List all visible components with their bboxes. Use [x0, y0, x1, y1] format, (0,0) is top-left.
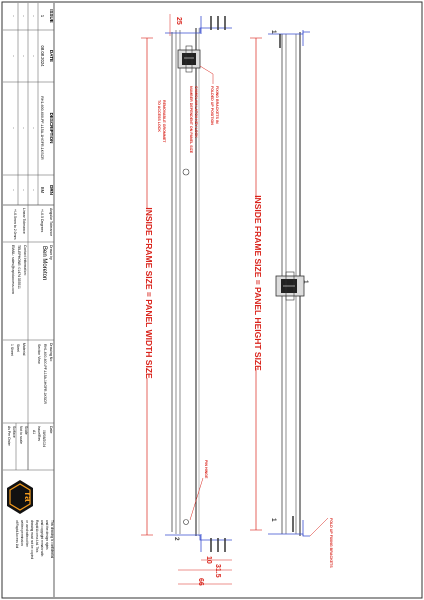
rev-row-description: - [11, 127, 16, 129]
email: EMAIL: sales@rapidaccess.com [11, 245, 15, 294]
company-logo [7, 480, 33, 514]
rev-row-issue: 1 [40, 14, 45, 18]
note-grommet: REMOVABLE GROMMET [162, 100, 166, 143]
dimension-66: 66 [197, 578, 204, 586]
rev-row-issue: - [21, 15, 26, 17]
marker-two: 2 [173, 537, 180, 541]
rev-row-drn: BM [40, 186, 45, 194]
logo-letters: ra [22, 492, 33, 502]
cam-lock [178, 46, 200, 72]
note-cam-lock: NUMBER DEPENDENT ON PANEL SIZE [189, 86, 193, 154]
note-fixing-brackets: FIXING BRACKETS IN [215, 86, 219, 124]
rev-header-description: DESCRIPTION [49, 112, 54, 144]
disclaimer [15, 520, 54, 559]
section-view: Section View [37, 344, 41, 364]
note-cam-lock: CAM/SLAM LATCH KEY LOCK [194, 86, 198, 138]
scale-value: Not to scale [19, 426, 23, 444]
rev-row-drn: - [31, 189, 36, 191]
dimension-top-offset: 25 [175, 17, 182, 25]
surface-label: Surface [12, 426, 16, 438]
angular-tolerance-label: Angular Tolerance [49, 208, 53, 237]
finish-value: 1 Sheet [10, 344, 14, 356]
scale-label: Scale [24, 426, 28, 435]
linear-tolerance-value: +/-0.5mm to 2.0mm [13, 209, 17, 240]
drawn-by-value: Ben Moreton [41, 246, 47, 281]
title-block [3, 3, 54, 597]
material-label: Material [22, 343, 26, 356]
disclaimer-line: of Rapid Access Ltd [15, 520, 19, 549]
rev-row-description: - [21, 127, 26, 129]
disclaimer-line: Rapid Access Ltd. This [35, 520, 39, 553]
disclaimer-line: drawing must not be copied [30, 520, 34, 559]
drawing-no-label: Drawing No [49, 343, 53, 362]
disclaimer-line: and the design rights [45, 520, 49, 550]
issue-value: A1 [32, 430, 36, 435]
date-label: Date [49, 426, 53, 434]
linear-tolerance-label: Linear Tolerance [22, 208, 26, 234]
height-label: INSIDE FRAME SIZE = PANEL HEIGHT SIZE [253, 195, 263, 371]
rev-row-date: - [11, 55, 16, 57]
rev-row-date: - [31, 55, 36, 57]
rev-header-date: DATE [49, 50, 54, 62]
marker-one: 1 [302, 280, 309, 284]
surface-value: As Per Order [7, 426, 11, 446]
note-fold-up: FOLD UP FIXING BRACKETS [329, 518, 333, 568]
width-section [141, 14, 232, 586]
dimension-31-5: 31.5 [214, 564, 221, 578]
marker-one: 1 [270, 518, 277, 522]
issue-label: Issue/Rev [37, 426, 41, 442]
disclaimer-line: or used without the [25, 520, 29, 547]
grommet [183, 169, 189, 175]
note-pin-hinge: PIN HINGE [204, 460, 208, 479]
height-section [250, 30, 333, 568]
drawing-no-value: RH1-600-600-PF-L15A-1HGFR-1KSCR [43, 344, 47, 404]
rev-row-issue: - [11, 15, 16, 17]
note-grommet: TO ACCESS LOCK [157, 100, 161, 132]
marker-one: 1 [270, 30, 277, 34]
disclaimer-line: and copyright remain with [40, 520, 44, 557]
rev-header-drn: DRN [49, 185, 54, 195]
drawing-area [141, 14, 333, 586]
rev-row-issue: - [31, 15, 36, 17]
contact-label: Contact Information: [23, 245, 27, 276]
drawn-by-label: Drawn by [49, 245, 53, 260]
angular-tolerance-value: +/-0.5 Degrees [40, 209, 44, 233]
disclaimer-line: This drawing is confidential [50, 520, 54, 559]
rev-row-description: - [31, 127, 36, 129]
rev-row-description: RH1-600-600-PF-L15A-1HGFR-1KSCR [40, 96, 44, 160]
material-value: Steel [16, 344, 20, 352]
disclaimer-line: written permission [20, 520, 24, 546]
rev-row-drn: - [21, 189, 26, 191]
rev-row-drn: - [11, 189, 16, 191]
pin-hinge [184, 520, 189, 525]
date-value: 08/08/2024 [42, 430, 46, 447]
note-fixing-brackets: FOLDED UP POSITION [210, 86, 214, 125]
rev-row-date: 08.08.2024 [40, 45, 45, 67]
rev-header-issue: ISSUE [49, 9, 54, 23]
width-label: INSIDE FRAME SIZE = PANEL WIDTH SIZE [144, 207, 154, 379]
rev-row-date: - [21, 55, 26, 57]
cam-lock [276, 272, 304, 300]
dimension-10: 10 [205, 556, 212, 564]
telephone: TELEPHONE: 01474 355511 [17, 245, 21, 289]
